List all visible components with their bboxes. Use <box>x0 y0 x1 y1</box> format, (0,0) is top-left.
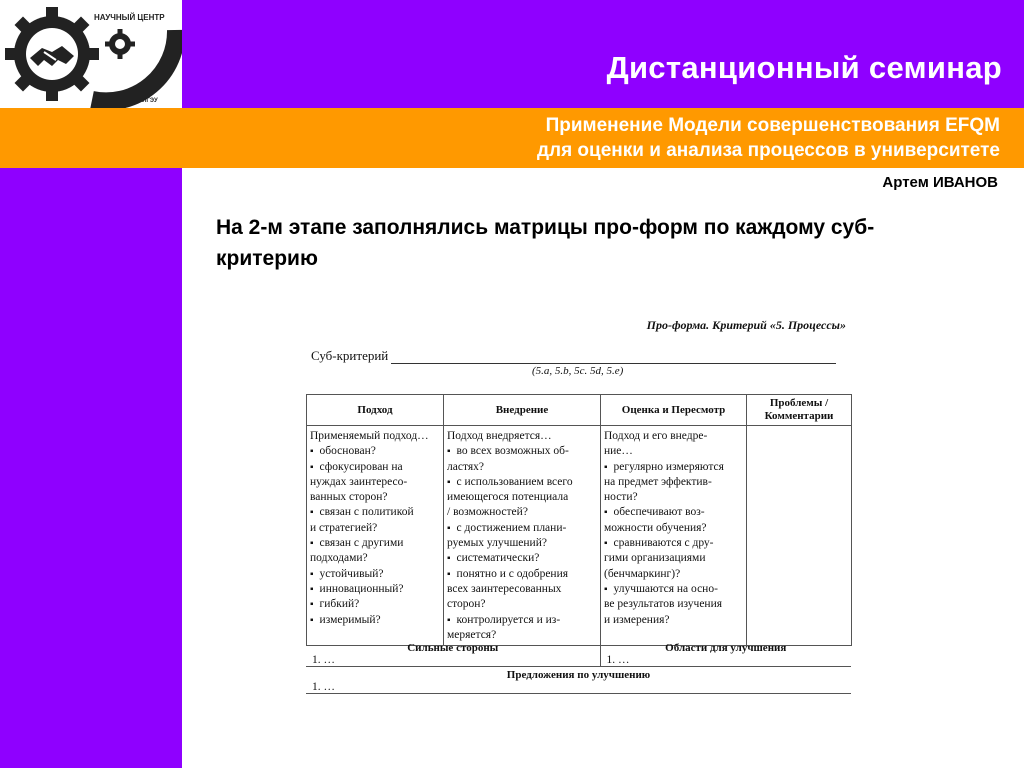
review-item-cont: (бенчмаркинг)? <box>604 567 681 580</box>
summary-table <box>306 640 851 694</box>
review-item: ▪ обеспечивают воз- <box>604 505 743 520</box>
approach-intro: Применяемый подход… <box>310 430 429 442</box>
improvements-label: Области для улучшения <box>600 640 851 654</box>
deployment-intro: Подход внедряется… <box>447 430 552 442</box>
approach-item: ▪ сфокусирован на <box>310 460 440 475</box>
review-item-cont: на предмет эффектив- <box>604 475 712 488</box>
deployment-item-cont: ластях? <box>447 460 484 473</box>
deployment-item: ▪ контролируется и из- <box>447 613 597 628</box>
table-header-row <box>307 395 852 426</box>
deployment-item-cont: / возможностей? <box>447 506 528 519</box>
deployment-cell <box>444 426 601 646</box>
approach-item: ▪ связан с политикой <box>310 505 440 520</box>
approach-item: ▪ устойчивый? <box>310 567 440 582</box>
improvements-item: 1. … <box>600 654 851 667</box>
column-header-approach: Подход <box>307 395 444 426</box>
page-title: Дистанционный семинар <box>606 50 1002 85</box>
subcriterion-row <box>311 348 836 364</box>
approach-item: ▪ гибкий? <box>310 597 440 612</box>
deployment-item-cont: сторон? <box>447 598 486 611</box>
review-intro: Подход и его внедре- <box>604 430 708 442</box>
review-cell <box>601 426 747 646</box>
table-row <box>307 426 852 646</box>
deployment-item: ▪ систематически? <box>447 551 597 566</box>
header-bar <box>182 0 1024 108</box>
strengths-label: Сильные стороны <box>407 642 499 654</box>
strengths-item: 1. … <box>306 654 600 667</box>
deployment-item: ▪ с достижением плани- <box>447 521 597 536</box>
approach-item-cont: подходами? <box>310 552 368 565</box>
approach-item: ▪ обоснован? <box>310 444 440 459</box>
deployment-item: ▪ понятно и с одобрения <box>447 567 597 582</box>
proforma-table <box>306 394 852 646</box>
slide-heading: На 2-м этапе заполнялись матрицы про-форм по каждому суб-критерию <box>216 216 875 270</box>
approach-item: ▪ инновационный? <box>310 582 440 597</box>
deployment-item-cont: имеющегося потенциала <box>447 491 569 504</box>
approach-item-cont: нуждах заинтересо- <box>310 475 408 488</box>
logo-university: ИГЭУ <box>142 98 158 104</box>
subtitle <box>537 113 1000 163</box>
subcriterion-field <box>391 351 836 364</box>
column-header-review: Оценка и Пересмотр <box>601 395 747 426</box>
proforma-title: Про-форма. Критерий «5. Процессы» <box>646 318 846 332</box>
author-name: Артем ИВАНОВ <box>882 174 998 191</box>
review-item-cont: ности? <box>604 491 638 504</box>
review-item-cont: и измерения? <box>604 613 670 626</box>
comments-cell <box>747 426 852 646</box>
deployment-item-cont: руемых улучшений? <box>447 537 547 550</box>
proposals-item: 1. … <box>306 681 851 694</box>
approach-item: ▪ связан с другими <box>310 536 440 551</box>
approach-item-cont: ванных сторон? <box>310 491 388 504</box>
column-header-deployment: Внедрение <box>444 395 601 426</box>
review-item-cont: гими организациями <box>604 552 706 565</box>
subcriterion-codes: (5.a, 5.b, 5c. 5d, 5.e) <box>532 365 624 377</box>
review-item: ▪ регулярно измеряются <box>604 460 743 475</box>
logo-center-label: НАУЧНЫЙ ЦЕНТР <box>94 13 165 22</box>
subcriterion-label: Суб-критерий <box>311 348 389 363</box>
approach-cell <box>307 426 444 646</box>
review-item-cont: ве результатов изучения <box>604 598 723 611</box>
deployment-item-cont: всех заинтересованных <box>447 582 562 595</box>
proposals-label: Предложения по улучшению <box>506 669 651 681</box>
subtitle-line2: для оценки и анализа процессов в университете <box>536 140 1000 161</box>
review-item: ▪ сравниваются с дру- <box>604 536 743 551</box>
review-item-cont: можности обучения? <box>604 521 707 534</box>
left-sidebar <box>0 108 182 768</box>
benchmarking-center-logo <box>0 0 182 108</box>
deployment-item: ▪ во всех возможных об- <box>447 444 597 459</box>
approach-item-cont: и стратегией? <box>310 521 378 534</box>
deployment-item: ▪ с использованием всего <box>447 475 597 490</box>
subtitle-line1: Применение Модели совершенствования EFQM <box>545 115 1000 136</box>
review-intro-cont: ние… <box>604 445 633 458</box>
logo-area <box>0 0 182 108</box>
review-item: ▪ улучшаются на осно- <box>604 582 743 597</box>
column-header-comments: Проблемы / Комментарии <box>747 395 852 426</box>
approach-item: ▪ измеримый? <box>310 613 440 628</box>
deployment-item-cont: меряется? <box>447 628 497 641</box>
